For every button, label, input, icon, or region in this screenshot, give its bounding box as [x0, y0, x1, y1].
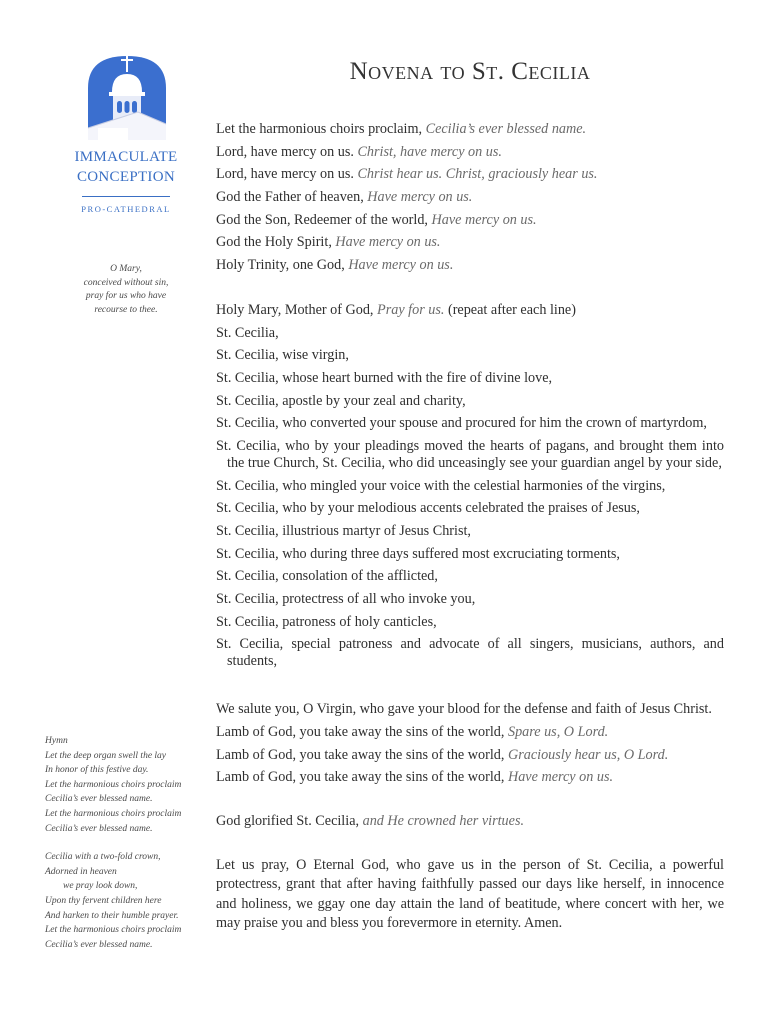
response-text: Have mercy on us. — [431, 211, 537, 228]
hymn-title: Hymn — [45, 736, 68, 746]
invocation-text: God the Son, Redeemer of the world, — [216, 211, 432, 228]
litany-line: St. Cecilia, wise virgin, — [216, 347, 349, 364]
litany-line: St. Cecilia, protectress of all who invoke you, — [216, 591, 476, 608]
invocation-text: Holy Trinity, one God, — [216, 257, 349, 274]
invocation-line — [216, 121, 724, 138]
litany-line: St. Cecilia, whose heart burned with the fire of divine love, — [216, 369, 553, 386]
invocation-text: Let the harmonious choirs proclaim, — [216, 121, 426, 137]
hymn-line: we pray look down, — [63, 881, 138, 892]
invocation-line — [216, 189, 724, 206]
invocation-line — [216, 212, 724, 229]
invocation-line — [216, 166, 724, 183]
litany-line: St. Cecilia, who during three days suffered most excruciating torments, — [216, 545, 620, 562]
hymn-line: In honor of this festive day. — [45, 765, 149, 776]
repeat-note: (repeat after each line) — [444, 301, 576, 318]
lamb-of-god-line — [216, 747, 724, 764]
invocation-text: Lord, have mercy on us. — [216, 166, 358, 183]
response-text: Have mercy on us. — [335, 234, 441, 251]
oration-line: conceived without sin, — [83, 277, 169, 288]
litany-line: St. Cecilia, who converted your spouse and procured for him the crown of martyrdom, — [216, 415, 707, 432]
hymn-line: Cecilia’s ever blessed name. — [45, 939, 153, 950]
brand-name-line2: CONCEPTION — [76, 169, 175, 185]
invocation-line — [216, 144, 724, 161]
litany-line: St. Cecilia, consolation of the afflicted, — [216, 568, 438, 585]
response-text: Graciously hear us, O Lord. — [507, 746, 669, 763]
invocation-line — [216, 257, 724, 274]
cathedral-logo-icon — [86, 52, 168, 142]
response-text: Have mercy on us. — [348, 257, 454, 274]
invocation-line — [216, 234, 724, 251]
invocation-text: Holy Mary, Mother of God, — [216, 301, 378, 318]
response-text: Christ, have mercy on us. — [357, 143, 502, 160]
page-title: Novena to St. Cecilia — [349, 58, 591, 85]
litany-line: St. Cecilia, — [216, 324, 279, 341]
novena-text — [216, 121, 724, 939]
response-text: Cecilia’s ever blessed name. — [425, 121, 587, 137]
litany-line: St. Cecilia, who by your pleadings moved the hearts of pagans, and brought them into the true Church, St. Cecilia, who did unceasingly see your guardian angel by your side, — [216, 437, 724, 471]
hymn-line: Let the harmonious choirs proclaim — [45, 925, 182, 936]
hymn-block — [45, 734, 215, 952]
oration-quote — [40, 263, 212, 317]
hymn-line: Let the harmonious choirs proclaim — [45, 808, 182, 819]
invocation-text: Lamb of God, you take away the sins of the world, — [216, 723, 508, 740]
response-text: Have mercy on us. — [507, 769, 614, 786]
oration-line: pray for us who have — [85, 291, 167, 301]
glorified-line — [216, 813, 724, 830]
litany-line: St. Cecilia, who mingled your voice with the celestial harmonies of the virgins, — [216, 477, 666, 494]
invocation-text: Lamb of God, you take away the sins of the world, — [216, 746, 508, 763]
brand-divider — [82, 196, 170, 197]
brand-name-line1: IMMACULATE — [74, 149, 178, 165]
hymn-line: Cecilia with a two-fold crown, — [45, 852, 161, 863]
response-text: Have mercy on us. — [367, 189, 473, 206]
hymn-line: Upon thy fervent children here — [45, 895, 162, 906]
hymn-line: Cecilia’s ever blessed name. — [45, 794, 153, 805]
hymn-line: Adorned in heaven — [45, 866, 117, 877]
response-text: Pray for us. — [377, 301, 445, 318]
lamb-of-god-line — [216, 724, 724, 741]
lamb-of-god-line — [216, 769, 724, 786]
invocation-text: God glorified St. Cecilia, — [216, 812, 363, 829]
hymn-line: And harken to their humble prayer. — [45, 910, 179, 921]
hymn-line: Let the harmonious choirs proclaim — [45, 779, 182, 790]
oration-line: recourse to thee. — [94, 304, 158, 315]
oration-line: O Mary, — [110, 264, 142, 274]
litany-intro — [216, 302, 724, 319]
response-text: and He crowned her virtues. — [362, 812, 525, 829]
litany-line: St. Cecilia, illustrious martyr of Jesus Christ, — [216, 523, 471, 539]
litany-line: St. Cecilia, special patroness and advocate of all singers, musicians, authors, and students, — [216, 636, 724, 670]
brand-subtitle: PRO-CATHEDRAL — [81, 204, 171, 214]
invocation-text: God the Father of heaven, — [216, 189, 368, 206]
response-text: Christ hear us. Christ, graciously hear us. — [357, 166, 598, 183]
litany-line: St. Cecilia, patroness of holy canticles, — [216, 613, 437, 630]
invocation-text: Lamb of God, you take away the sins of the world, — [216, 769, 508, 786]
hymn-line: Let the deep organ swell the lay — [45, 750, 167, 761]
invocation-text: Lord, have mercy on us. — [216, 143, 358, 160]
salute-line: We salute you, O Virgin, who gave your blood for the defense and faith of Jesus Christ. — [216, 701, 712, 718]
hymn-line: Cecilia’s ever blessed name. — [45, 823, 153, 834]
litany-line: St. Cecilia, who by your melodious accents celebrated the praises of Jesus, — [216, 500, 640, 517]
closing-prayer: Let us pray, O Eternal God, who gave us in the person of St. Cecilia, a powerful protectress, grant that after having faithfully passed our days like herself, in innocence and holiness, we ggay one day attain the land of beatitude, where concert with her, we may praise you and bless you forevermore in eternity. Amen. — [216, 856, 724, 932]
invocation-text: God the Holy Spirit, — [216, 234, 336, 251]
response-text: Spare us, O Lord. — [507, 723, 609, 740]
litany-line: St. Cecilia, apostle by your zeal and charity, — [216, 392, 466, 409]
